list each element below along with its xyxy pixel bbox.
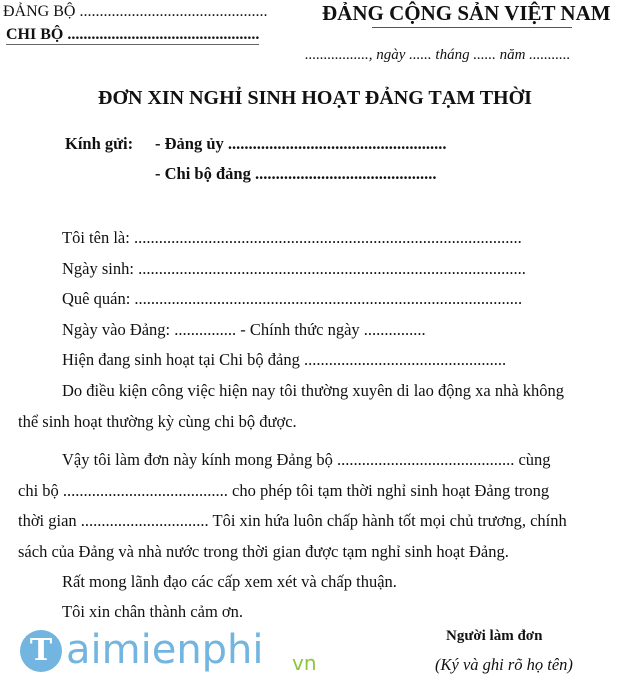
request-line-1: Vậy tôi làm đơn này kính mong Đảng bộ ........................................... cùng [62, 450, 551, 469]
recipient-chi-bo: - Chi bộ đảng ............................................ [155, 164, 437, 183]
request-line-4: sách của Đảng và nhà nước trong thời gian được tạm nghỉ sinh hoạt Đảng. [18, 542, 509, 561]
current-cell-field: Hiện đang sinh hoạt tại Chi bộ đảng ................................................. [62, 350, 507, 369]
watermark-logo-icon: T [20, 630, 62, 672]
thanks-line: Tôi xin chân thành cảm ơn. [62, 602, 244, 621]
signature-note: (Ký và ghi rõ họ tên) [435, 655, 573, 674]
watermark-text: aimienphi [66, 627, 264, 673]
chi-bo-line: CHI BỘ ................................................ [6, 26, 260, 43]
reason-line-1: Do điều kiện công việc hiện nay tôi thường xuyên di lao động xa nhà không [62, 381, 565, 400]
join-date-field: Ngày vào Đảng: ............... - Chính thức ngày ............... [62, 320, 426, 339]
request-line-3: thời gian ............................... Tôi xin hứa luôn chấp hành tốt mọi chủ trương, chính [18, 511, 567, 530]
hometown-field: Quê quán: .............................................................................................. [62, 289, 523, 308]
hope-line: Rất mong lãnh đạo các cấp xem xét và chấp thuận. [62, 572, 397, 591]
reason-line-2: thể sinh hoạt thường kỳ cùng chi bộ được. [18, 412, 297, 431]
signature-title: Người làm đơn [446, 628, 543, 644]
dang-bo-line: ĐẢNG BỘ ............................................... [3, 3, 268, 20]
party-name: ĐẢNG CỘNG SẢN VIỆT NAM [322, 1, 611, 25]
document-title: ĐƠN XIN NGHỈ SINH HOẠT ĐẢNG TẠM THỜI [98, 87, 532, 109]
recipients-label: Kính gửi: [65, 134, 134, 153]
name-field: Tôi tên là: .............................................................................................. [62, 228, 522, 247]
request-line-2: chi bộ ........................................ cho phép tôi tạm thời nghỉ sinh hoạt Đảng trong [18, 481, 550, 500]
watermark-suffix: vn [292, 651, 317, 675]
recipient-dang-uy: - Đảng ủy ..................................................... [155, 134, 447, 153]
party-underline [372, 27, 572, 28]
dob-field: Ngày sinh: .............................................................................................. [62, 259, 526, 278]
date-line: ................., ngày ...... tháng ...... năm ........... [305, 47, 571, 63]
